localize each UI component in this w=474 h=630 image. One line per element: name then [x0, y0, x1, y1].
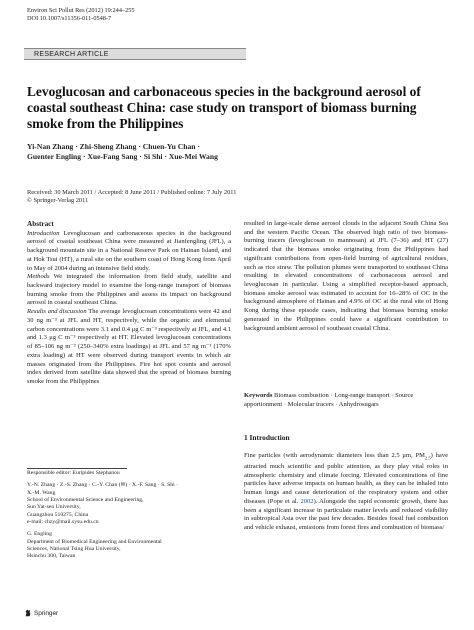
article-type-badge: RESEARCH ARTICLE: [24, 48, 246, 60]
affiliation-line: G. Engling: [27, 531, 52, 538]
affiliation-line: X.-M. Wang: [27, 489, 56, 496]
footnotes: [27, 470, 231, 561]
journal-header: [27, 7, 135, 23]
abstract-results-text: The average levoglucosan concentrations were 42 and 30 ng m⁻³ at JFL and HT, respectively, while the organic and elemental carbon concentrations were 3.1 and 0.4 μg C m⁻³ respectively at JFL, and 4.1 and 1.3 μg C m⁻³ respectively at HT. Elevated levoglucosan concentrations of 85–106 ng m⁻³ (250–340% extra loadings) at JFL and 57 ng m⁻³ (170% extra loading) at HT were observed during transport events in which air masses originated from the Philippines. Fire hot spot counts and aerosol index derived from satellite data showed that the spread of biomass burning smoke from the Philippines: [27, 308, 231, 385]
author-line: Yi-Nan Zhang · Zhi-Sheng Zhang · Chuen-Yu Chan ·: [27, 142, 200, 151]
responsible-editor: Responsible editor: Euripides Stephanou: [27, 470, 120, 476]
introduction-body: [244, 452, 448, 533]
publisher-logo: [24, 609, 58, 617]
affiliation-line: Hsinchu 300, Taiwan: [27, 553, 76, 560]
abstract-continued: resulted in large-scale dense aerosol clouds in the adjacent South China Sea and the western Pacific Ocean. The observed high ratio of two biomass-burning tracers (levoglucosan to mannosan) at JFL (7–36) and HT (27) indicated that the biomass smoke originating from the Philippines had significant contributions from open-field burning of agricultural residues, such as rice straw. The pollution plumes were transported to southeast China resulting in elevated concentrations of carbonaceous aerosol and levoglucosan in particular. Using a simplified receptor-based approach, biomass smoke aerosol was estimated to account for 16–28% of OC in the background atmosphere of Hainan and 4.9% of OC at the rural site of Hong Kong during these episode cases, indicating that biomass burning smoke generated in the Philippines could have a significant contribution to background ambient aerosol of southeast coastal China.: [244, 220, 448, 332]
abstract-methods-text: We integrated the information from field study, satellite and backward trajectory model to examine the long-range transport of biomass burning smoke from the Philippines and assess its impact on background aerosol in coastal southeast China.: [27, 273, 231, 307]
abstract-intro-text: Levoglucosan and carbonaceous species in the background aerosol of coastal southeast China were measured at Jianfengling (JFL), a background mountain site in a National Reserve Park on Hainan Island, and at Hok Tsui (HT), a rural site on the southern coast of Hong Kong from April to May of 2004 during an intensive field study.: [27, 229, 231, 272]
affiliation-line: Sun Yat-sen University,: [27, 504, 81, 511]
abstract-results-label: Results and discussion: [27, 308, 87, 316]
affiliation-line: Guangzhou 510275, China: [27, 511, 89, 518]
affiliation-line: Sciences, National Tsing Hua University,: [27, 546, 121, 553]
abstract-paragraph: [27, 308, 231, 386]
introduction-paragraph: Fine particles (with aerodynamic diameters less than 2.5 μm, $PM_{2.5}$) have attracted much scientific and public attention, as they play vital roles in atmospheric chemistry and climate forcing. Elevated concentrations of fine particles have adverse impacts on human health, as they can be inhaled into human lungs and cause deterioration of the respiratory system and other diseases (Pope et al. 2002). Alongside the rapid economic growth, there has been a significant increase in particulate matter levels and reduced visibility in subtropical Asia over the past few decades. Besides fossil fuel combustion and vehicle exhaust, emissions from forest fires and combustion of biomass/: [244, 452, 448, 532]
springer-horse-icon: [24, 609, 32, 617]
publication-dates: [27, 189, 447, 205]
abstract-heading: Abstract: [27, 220, 54, 228]
keywords-text: Biomass combustion · Long-range transport · Source apportionment · Molecular tracers · Anhydrosugars: [244, 392, 414, 408]
publisher-name: Springer: [34, 609, 59, 617]
abstract-right-column: [244, 220, 448, 333]
keywords: [244, 392, 448, 409]
keywords-label: Keywords: [244, 392, 273, 399]
citation-link[interactable]: 2002: [300, 497, 314, 505]
doi[interactable]: DOI 10.1007/s11356-011-0548-7: [27, 15, 112, 22]
section-heading: 1 Introduction: [244, 433, 290, 442]
author-line: Guenter Engling · Xue-Fang Sang · Si Shi · Xue-Mei Wang: [27, 152, 218, 161]
footnote-rule: [27, 468, 127, 469]
article-title: Levoglucosan and carbonaceous species in the background aerosol of coastal southeast China: case study on transport of biomass burning smoke from the Philippines: [27, 84, 421, 131]
affiliation-line: Department of Biomedical Engineering and Environmental: [27, 538, 162, 545]
pm-subscript: 2.5: [424, 455, 431, 461]
affiliation-line: Y.-N. Zhang · Z.-S. Zhang · C.-Y. Chan (✉) · X.-F. Sang · S. Shi ·: [27, 482, 179, 489]
dates-line: Received: 30 March 2011 / Accepted: 8 June 2011 / Published online: 7 July 2011: [27, 189, 237, 196]
abstract-paragraph: [27, 273, 231, 308]
abstract-paragraph: [27, 230, 231, 274]
abstract-intro-label: Introduction: [27, 229, 60, 237]
abstract-left-column: [27, 220, 231, 387]
affiliation-line: School of Environmental Science and Engineering,: [27, 497, 144, 504]
copyright-line: © Springer-Verlag 2011: [27, 197, 89, 204]
abstract-methods-label: Methods: [27, 273, 50, 281]
email-link[interactable]: e-mail: chzy@mail.sysu.edu.cn: [27, 519, 99, 526]
author-list: [27, 142, 447, 162]
journal-citation: Environ Sci Pollut Res (2012) 19:244–255: [27, 7, 135, 14]
